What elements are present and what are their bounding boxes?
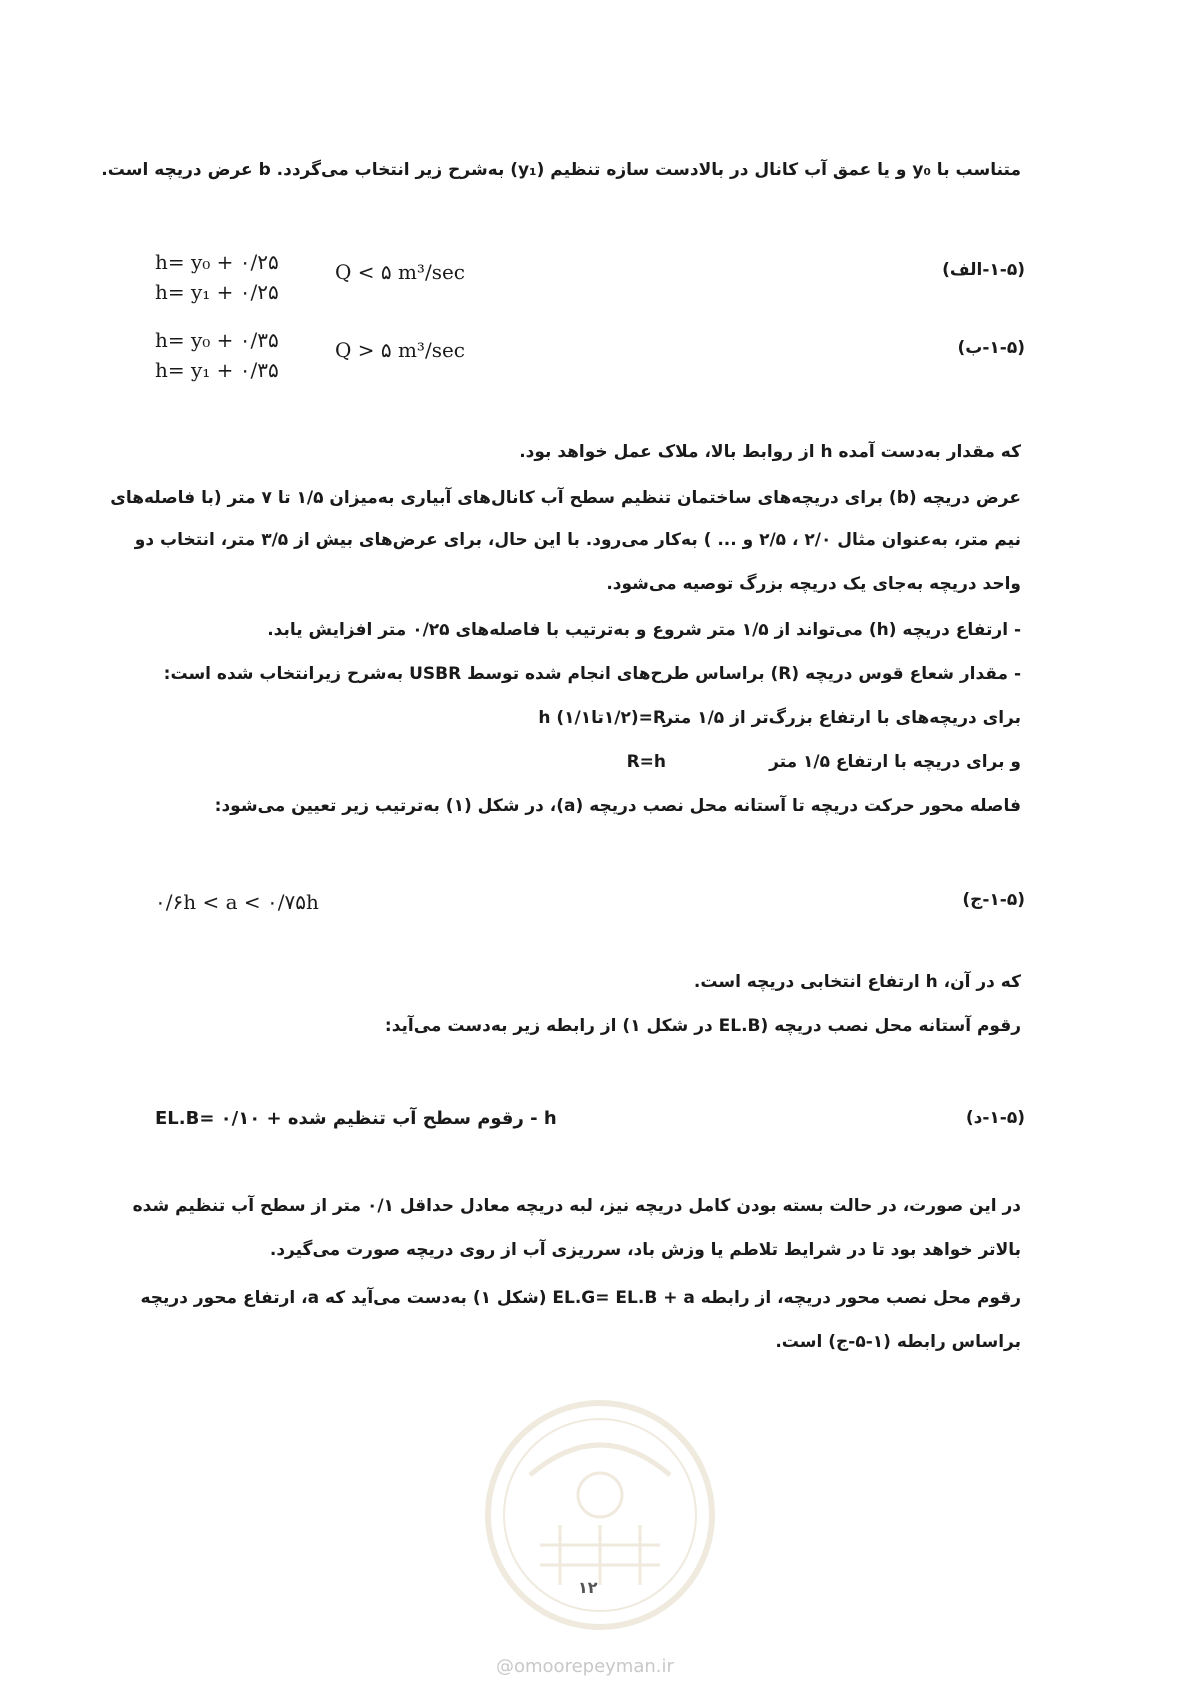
watermark-site-text: @omoorepeyman.ir: [496, 1656, 674, 1677]
equation-c-tag: (۱-۵-ج): [962, 890, 1025, 910]
elg-line2: براساس رابطه (۱-۵-ج) است.: [775, 1332, 1021, 1352]
radius-line2-text: و برای دریچه با ارتفاع ۱/۵ متر: [769, 752, 1021, 772]
equation-b-tag: (۱-۵-ب): [957, 338, 1025, 358]
equation-d-tag: (۱-۵-د): [965, 1108, 1025, 1128]
equation-a-second: [155, 280, 1025, 310]
equation-a-line1: h= y₀ + ۰/۲۵: [155, 250, 279, 274]
elg-line1: رقوم محل نصب محور دریچه، از رابطه EL.G= EL.B + a (شکل ۱) به‌دست می‌آید که a، ارتفاع محور دریچه: [140, 1288, 1021, 1308]
radius-line1-formula: R=(۱/۲تا۱/۱) h: [538, 708, 666, 728]
bullet-gate-radius: - مقدار شعاع قوس دریچه (R) براساس طرح‌های انجام شده توسط USBR به‌شرح زیرانتخاب شده است:: [163, 664, 1021, 684]
equation-b-line1: h= y₀ + ۰/۳۵: [155, 328, 279, 352]
elb-paragraph: رقوم آستانه محل نصب دریچه (EL.B در شکل ۱) از رابطه زیر به‌دست می‌آید:: [384, 1016, 1021, 1036]
radius-line2-formula: R=h: [626, 752, 666, 772]
closed-gate-line2: بالاتر خواهد بود تا در شرایط تلاطم یا وزش باد، سرریزی آب از روی دریچه صورت می‌گیرد.: [269, 1240, 1021, 1260]
equation-d: [155, 1108, 1025, 1138]
seal-watermark-icon: [480, 1395, 720, 1635]
equation-b-condition: Q > ۵ m³/sec: [335, 338, 465, 362]
equation-a-condition: Q < ۵ m³/sec: [335, 260, 465, 284]
intro-paragraph: متناسب با y₀ و یا عمق آب کانال در بالادست سازه تنظیم (y₁) به‌شرح زیر انتخاب می‌گردد. b عرض دریچه است.: [101, 160, 1021, 180]
equation-c: [155, 890, 1025, 920]
equation-c-formula: ۰/۶h < a < ۰/۷۵h: [155, 890, 319, 914]
h-chosen-paragraph: که در آن، h ارتفاع انتخابی دریچه است.: [693, 972, 1021, 992]
equation-a-tag: (۱-۵-الف): [942, 260, 1025, 280]
h-note-paragraph: که مقدار به‌دست آمده h از روابط بالا، ملاک عمل خواهد بود.: [519, 442, 1021, 462]
radius-line1-text: برای دریچه‌های با ارتفاع بزرگ‌تر از ۱/۵ متر: [663, 708, 1021, 728]
equation-a: [155, 250, 1025, 284]
axis-distance-paragraph: فاصله محور حرکت دریچه تا آستانه محل نصب دریچه (a)، در شکل (۱) به‌ترتیب زیر تعیین می‌شود:: [214, 796, 1021, 816]
equation-b: [155, 328, 1025, 362]
equation-d-formula: EL.B= رقوم سطح آب تنظیم شده + ۰/۱۰ - h: [155, 1108, 557, 1129]
page-number: ۱۲: [578, 1578, 598, 1597]
width-paragraph-line3: واحد دریچه به‌جای یک دریچه بزرگ توصیه می‌شود.: [606, 574, 1021, 594]
closed-gate-line1: در این صورت، در حالت بسته بودن کامل دریچه نیز، لبه دریچه معادل حداقل ۰/۱ متر از سطح آب تنظیم شده: [132, 1196, 1021, 1216]
equation-b-second: [155, 358, 1025, 388]
equation-a-line2: h= y₁ + ۰/۲۵: [155, 280, 279, 304]
equation-b-line2: h= y₁ + ۰/۳۵: [155, 358, 279, 382]
width-paragraph-line2: نیم متر، به‌عنوان مثال ۲/۰ ، ۲/۵ و ... ) به‌کار می‌رود. با این حال، برای عرض‌های بیش از ۳/۵ متر، انتخاب دو: [134, 530, 1021, 550]
bullet-gate-height: - ارتفاع دریچه (h) می‌تواند از ۱/۵ متر شروع و به‌ترتیب با فاصله‌های ۰/۲۵ متر افزایش یابد.: [267, 620, 1021, 640]
width-paragraph-line1: عرض دریچه (b) برای دریچه‌های ساختمان تنظیم سطح آب کانال‌های آبیاری به‌میزان ۱/۵ تا ۷ متر (با فاصله‌های: [110, 488, 1021, 508]
